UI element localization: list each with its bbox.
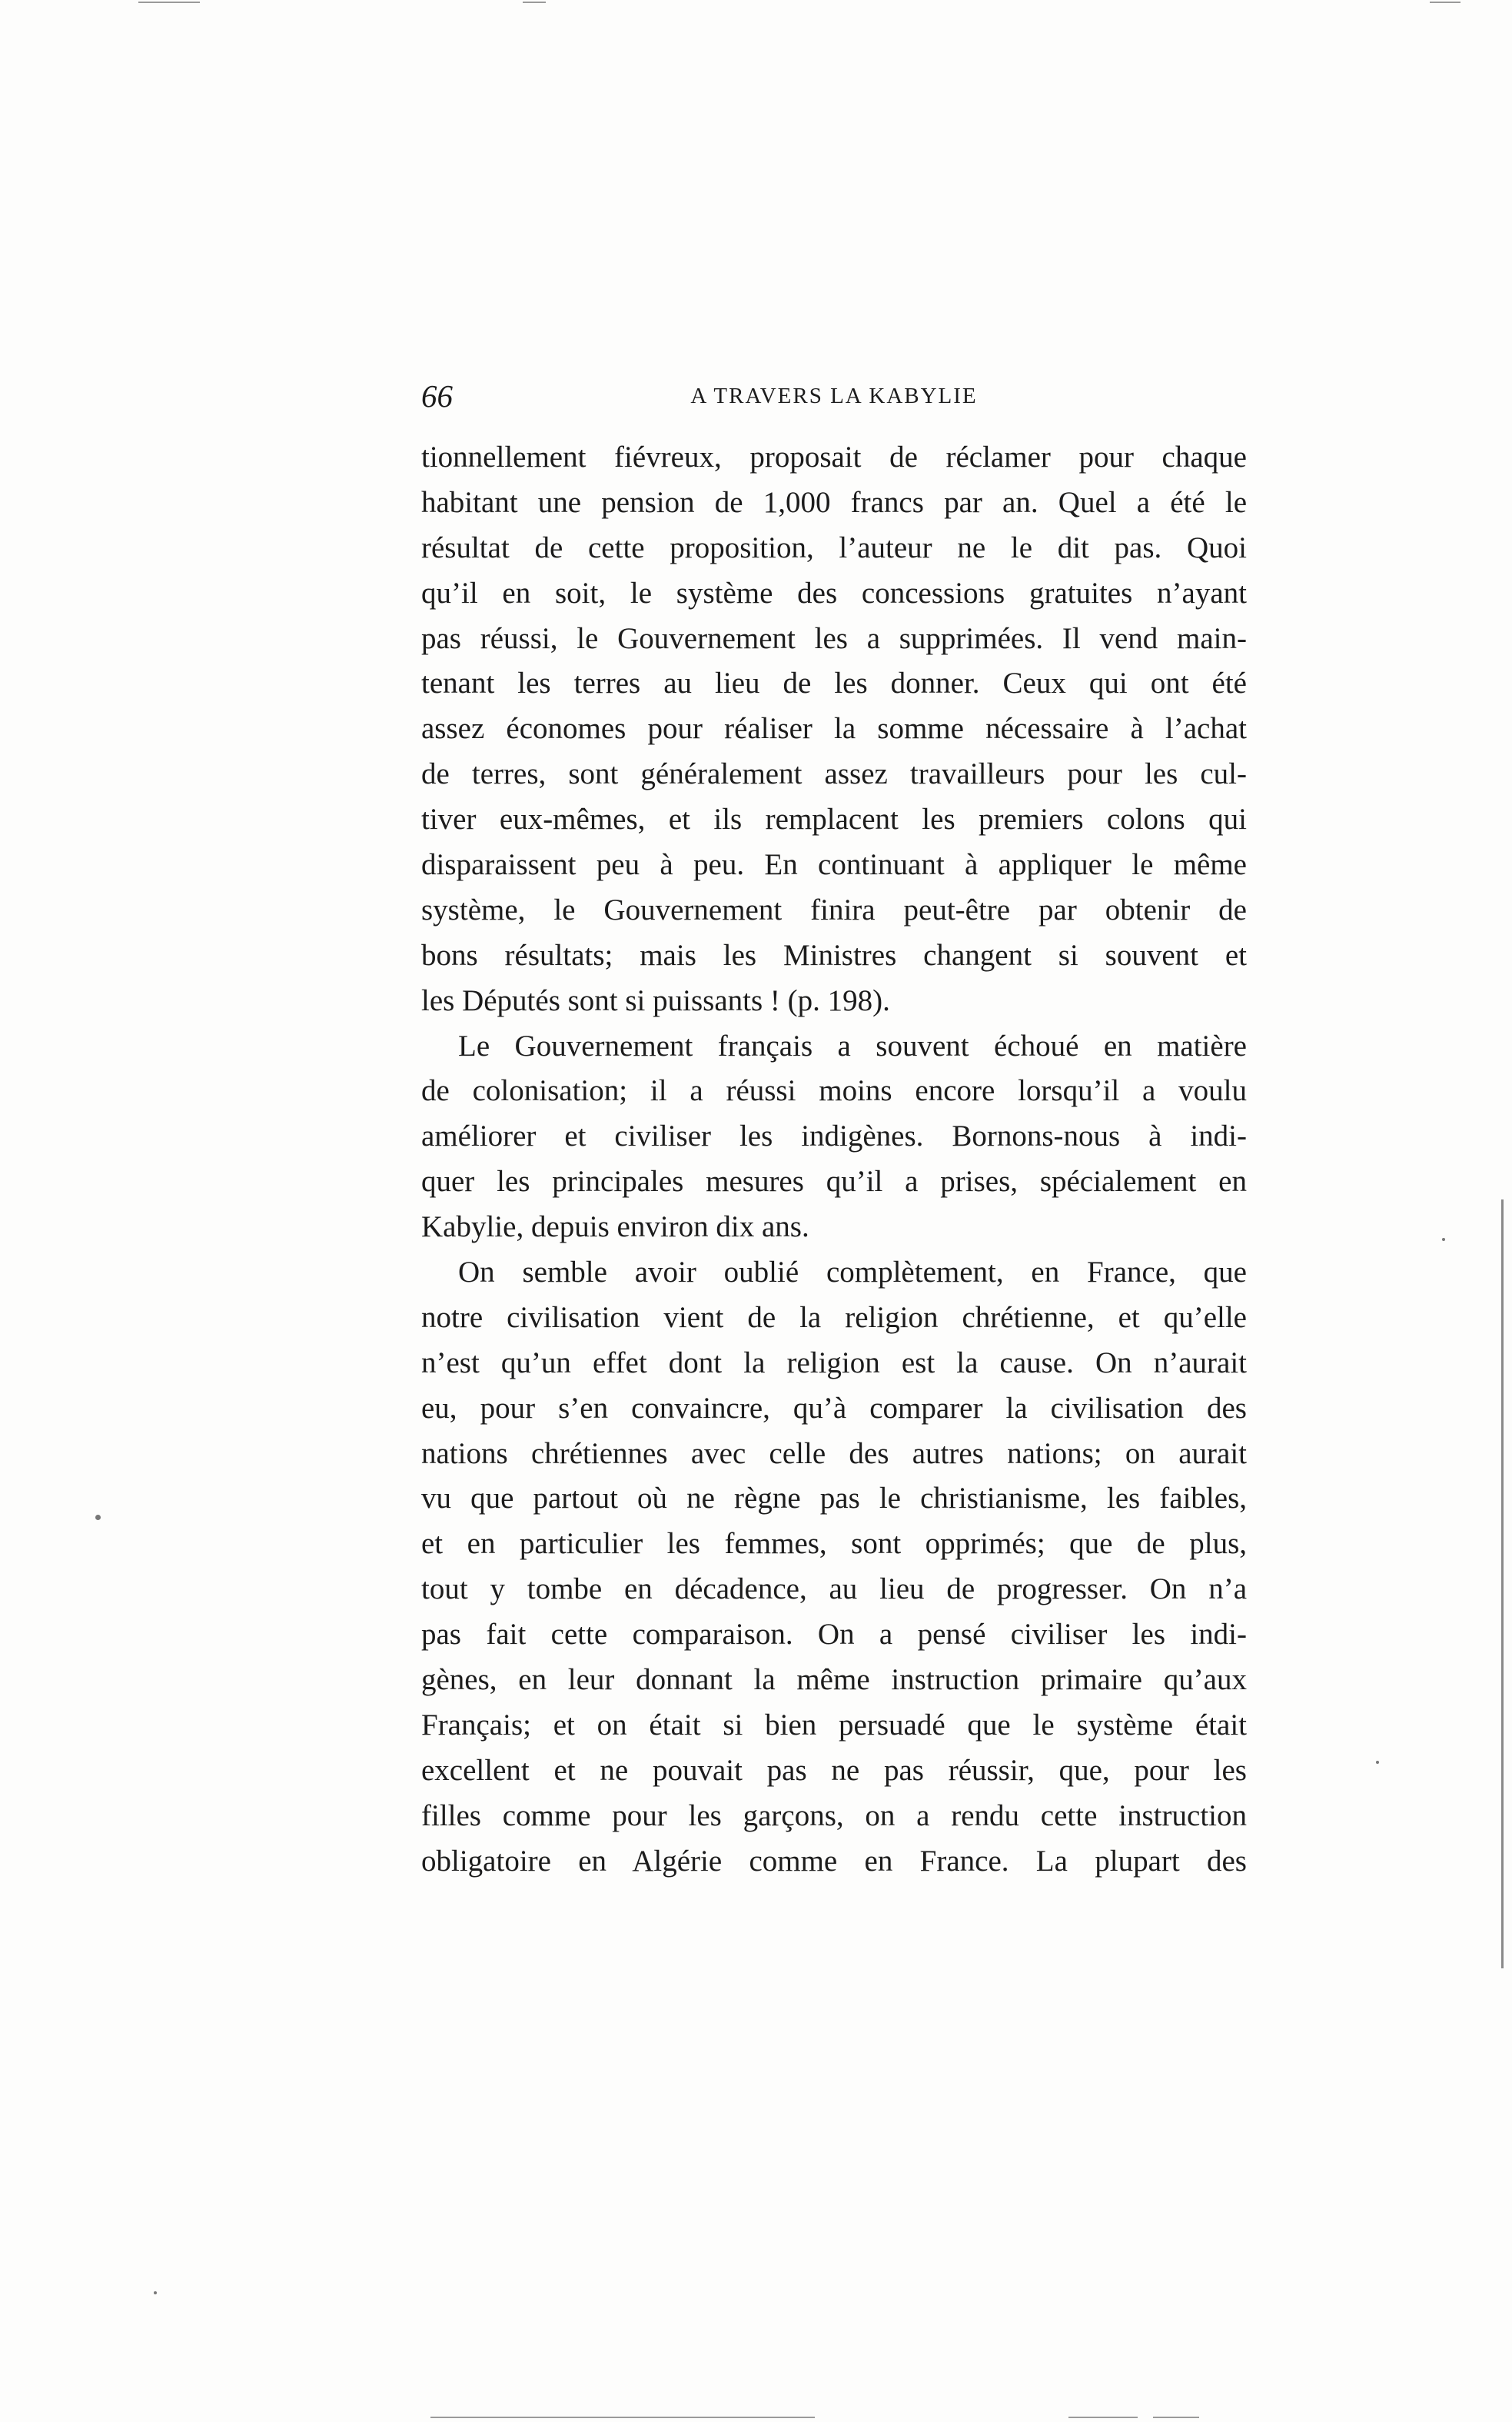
- text-line: eu, pour s’en convaincre, qu’à comparer la civilisation des: [421, 1391, 1247, 1425]
- text-line: tionnellement fiévreux, proposait de réclamer pour chaque: [421, 441, 1247, 474]
- text-line: résultat de cette proposition, l’auteur ne le dit pas. Quoi: [421, 531, 1247, 564]
- scan-speck: [1442, 1238, 1445, 1241]
- text-line: pas fait cette comparaison. On a pensé civiliser les indi-: [421, 1618, 1247, 1652]
- scan-speck: [154, 2291, 157, 2294]
- scan-edge-line: [430, 2417, 815, 2418]
- text-line: vu que partout où ne règne pas le christianisme, les faibles,: [421, 1482, 1247, 1515]
- scan-edge-line: [1430, 2, 1460, 3]
- text-line: n’est qu’un effet dont la religion est la cause. On n’aurait: [421, 1346, 1247, 1379]
- text-line: tiver eux-mêmes, et ils remplacent les premiers colons qui: [421, 803, 1247, 837]
- text-line: qu’il en soit, le système des concessions gratuites n’ayant: [421, 576, 1247, 610]
- text-line: gènes, en leur donnant la même instruction primaire qu’aux: [421, 1663, 1247, 1697]
- scan-speck: [95, 1515, 101, 1520]
- body-text: [421, 435, 1247, 1885]
- text-line: Le Gouvernement français a souvent échoué en matière: [458, 1029, 1247, 1063]
- text-line: améliorer et civiliser les indigènes. Bornons-nous à indi-: [421, 1120, 1247, 1153]
- text-line: tout y tombe en décadence, au lieu de progresser. On n’a: [421, 1572, 1247, 1606]
- text-line: système, le Gouvernement finira peut-être par obtenir de: [421, 893, 1247, 927]
- text-line: bons résultats; mais les Ministres changent si souvent et: [421, 938, 1247, 972]
- scan-edge-line: [1068, 2417, 1138, 2418]
- text-line: nations chrétiennes avec celle des autres nations; on aurait: [421, 1436, 1247, 1470]
- text-line: pas réussi, le Gouvernement les a supprimées. Il vend main-: [421, 621, 1247, 655]
- scan-edge-line: [1501, 1199, 1504, 1968]
- text-line: habitant une pension de 1,000 francs par an. Quel a été le: [421, 485, 1247, 519]
- scan-edge-line: [523, 2, 546, 3]
- text-line: et en particulier les femmes, sont opprimés; que de plus,: [421, 1527, 1247, 1561]
- page-number: 66: [421, 378, 453, 414]
- text-line: tenant les terres au lieu de les donner. Ceux qui ont été: [421, 667, 1247, 700]
- text-line: excellent et ne pouvait pas ne pas réussir, que, pour les: [421, 1753, 1247, 1787]
- page-header: [421, 373, 1247, 419]
- text-line: disparaissent peu à peu. En continuant à appliquer le même: [421, 848, 1247, 882]
- text-line: quer les principales mesures qu’il a prises, spécialement en: [421, 1165, 1247, 1199]
- text-line: Kabylie, depuis environ dix ans.: [421, 1210, 809, 1244]
- text-line: filles comme pour les garçons, on a rendu cette instruction: [421, 1798, 1247, 1832]
- text-line: de colonisation; il a réussi moins encore lorsqu’il a voulu: [421, 1074, 1247, 1108]
- text-line: les Députés sont si puissants ! (p. 198).: [421, 983, 890, 1017]
- scan-speck: [1376, 1761, 1379, 1764]
- text-line: obligatoire en Algérie comme en France. La plupart des: [421, 1844, 1247, 1878]
- scan-edge-line: [1153, 2417, 1199, 2418]
- running-head: A TRAVERS LA KABYLIE: [690, 384, 978, 408]
- text-line: assez économes pour réaliser la somme nécessaire à l’achat: [421, 712, 1247, 746]
- text-line: On semble avoir oublié complètement, en France, que: [458, 1256, 1247, 1289]
- scan-edge-line: [138, 2, 200, 3]
- text-line: Français; et on était si bien persuadé que le système était: [421, 1708, 1247, 1742]
- text-line: de terres, sont généralement assez travailleurs pour les cul-: [421, 757, 1247, 791]
- text-line: notre civilisation vient de la religion chrétienne, et qu’elle: [421, 1300, 1247, 1334]
